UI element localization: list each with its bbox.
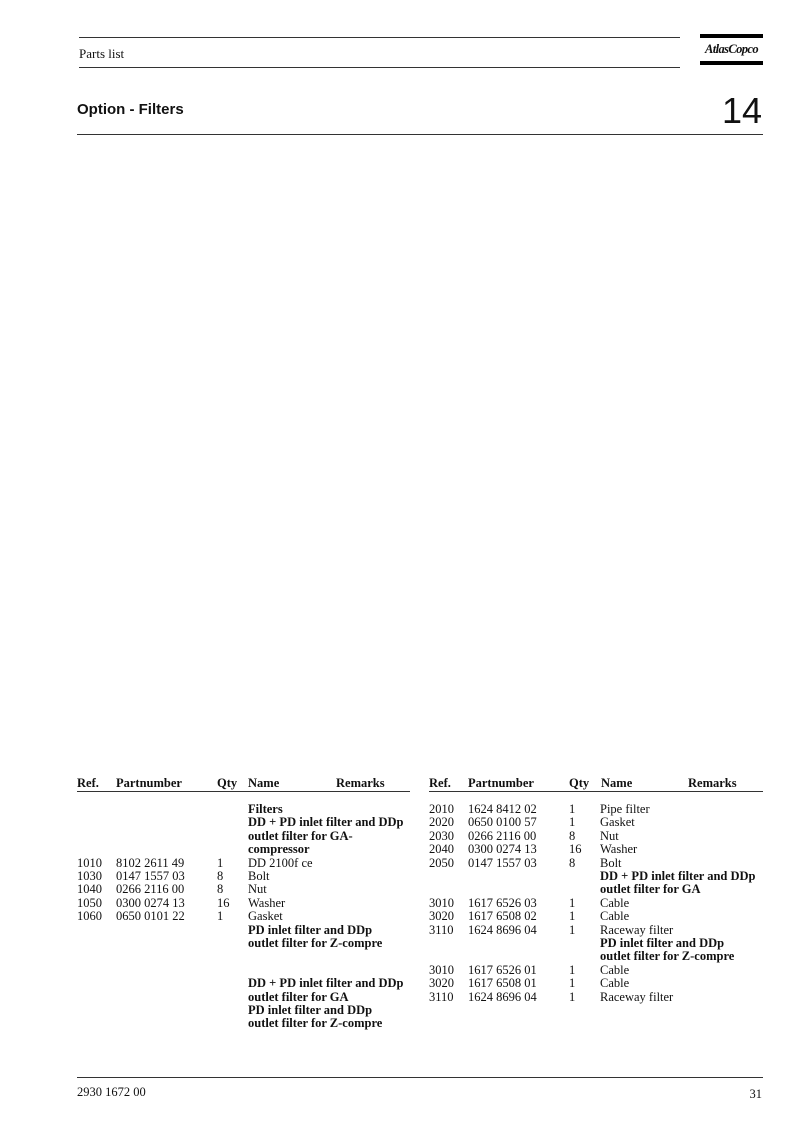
- footer-rule: [77, 1077, 763, 1078]
- col-ref: Ref.: [429, 776, 451, 790]
- name-cell: Cable: [600, 909, 630, 924]
- table-row: [429, 843, 769, 856]
- table-row: [429, 910, 769, 923]
- part-number-cell: 0650 0101 22: [116, 909, 185, 924]
- ref-cell: 1040: [77, 882, 102, 897]
- name-cell: Raceway filter: [600, 922, 674, 937]
- part-number-cell: 1624 8412 02: [468, 802, 537, 816]
- table-row: [77, 977, 417, 990]
- ref-cell: 1030: [77, 869, 102, 883]
- name-cell: Gasket: [248, 909, 283, 924]
- table-row: [77, 857, 417, 870]
- logo-bottom-bar: [700, 61, 763, 65]
- name-cell: Cable: [600, 895, 630, 910]
- table-row: [77, 910, 417, 923]
- col-name: Name: [601, 776, 633, 790]
- table-row: [77, 843, 417, 856]
- name-cell: Gasket: [600, 815, 635, 830]
- table-row: [77, 870, 417, 883]
- name-cell: compressor: [248, 842, 310, 857]
- qty-cell: 1: [569, 802, 576, 816]
- footer-doc-number: 2930 1672 00: [77, 1085, 146, 1099]
- col-remarks: Remarks: [688, 776, 737, 790]
- qty-cell: 8: [569, 855, 576, 870]
- ref-cell: 3010: [429, 962, 454, 977]
- section-rule: [77, 134, 763, 135]
- table-row: [429, 937, 769, 950]
- footer-page-number: 31: [749, 1087, 762, 1101]
- part-number-cell: 1624 8696 04: [468, 989, 537, 1004]
- atlas-copco-logo: [700, 34, 763, 66]
- table-row: [429, 897, 769, 910]
- logo-wordmark: AtlasCopco: [704, 42, 759, 56]
- table-row: [429, 816, 769, 829]
- name-cell: DD + PD inlet filter and DDp: [248, 976, 404, 991]
- table-row: [77, 950, 417, 963]
- table-row: [429, 950, 769, 963]
- right-header-rule: [429, 791, 763, 792]
- part-number-cell: 0300 0274 13: [116, 895, 185, 910]
- name-cell: outlet filter for Z-compre: [248, 936, 383, 950]
- table-row: [77, 897, 417, 910]
- part-number-cell: 1624 8696 04: [468, 922, 537, 937]
- name-cell: outlet filter for Z-compre: [248, 1016, 383, 1031]
- table-row: [77, 883, 417, 896]
- qty-cell: 1: [217, 909, 224, 924]
- qty-cell: 1: [217, 855, 224, 870]
- ref-cell: 1060: [77, 909, 102, 924]
- ref-cell: 3020: [429, 909, 454, 924]
- name-cell: outlet filter for Z-compre: [600, 949, 735, 964]
- header-top-rule: [79, 37, 680, 38]
- table-row: [429, 830, 769, 843]
- qty-cell: 16: [217, 895, 230, 910]
- col-qty: Qty: [569, 776, 590, 790]
- table-row: [429, 991, 769, 1004]
- name-cell: Nut: [248, 882, 267, 897]
- col-remarks: Remarks: [336, 776, 385, 790]
- table-row: [77, 803, 417, 816]
- name-cell: Washer: [248, 895, 286, 910]
- col-name: Name: [248, 776, 280, 790]
- name-cell: outlet filter for GA: [248, 989, 349, 1004]
- header-bottom-rule: [79, 67, 680, 68]
- table-row: [429, 924, 769, 937]
- name-cell: DD + PD inlet filter and DDp: [248, 815, 404, 830]
- part-number-cell: 1617 6526 03: [468, 895, 537, 910]
- qty-cell: 1: [569, 989, 576, 1004]
- table-row: [429, 857, 769, 870]
- col-ref: Ref.: [77, 776, 99, 790]
- ref-cell: 2010: [429, 802, 454, 816]
- table-row: [77, 1004, 417, 1017]
- part-number-cell: 0650 0100 57: [468, 815, 537, 830]
- section-number: 14: [721, 90, 762, 131]
- name-cell: Filters: [248, 802, 283, 816]
- table-row: [429, 964, 769, 977]
- name-cell: Nut: [600, 828, 619, 843]
- table-row: [77, 991, 417, 1004]
- part-number-cell: 1617 6508 01: [468, 976, 537, 991]
- qty-cell: 1: [569, 922, 576, 937]
- name-cell: DD 2100f ce: [248, 855, 313, 870]
- part-number-cell: 1617 6508 02: [468, 909, 537, 924]
- name-cell: Washer: [600, 842, 638, 857]
- qty-cell: 1: [569, 895, 576, 910]
- ref-cell: 3020: [429, 976, 454, 991]
- ref-cell: 2020: [429, 815, 454, 830]
- qty-cell: 1: [569, 976, 576, 991]
- name-cell: outlet filter for GA: [600, 882, 701, 897]
- logo-top-bar: [700, 34, 763, 38]
- header-label: Parts list: [79, 46, 125, 61]
- table-row: [77, 816, 417, 829]
- section-title: Option - Filters: [77, 101, 184, 118]
- part-number-cell: 0147 1557 03: [116, 869, 185, 883]
- ref-cell: 3010: [429, 895, 454, 910]
- qty-cell: 1: [569, 909, 576, 924]
- col-part-number: Partnumber: [116, 776, 182, 790]
- part-number-cell: 8102 2611 49: [116, 855, 185, 870]
- table-row: [77, 924, 417, 937]
- part-number-cell: 0266 2116 00: [468, 828, 537, 843]
- ref-cell: 1050: [77, 895, 102, 910]
- ref-cell: 3110: [429, 989, 454, 1004]
- name-cell: Cable: [600, 962, 630, 977]
- name-cell: PD inlet filter and DDp: [248, 922, 373, 937]
- table-row: [429, 803, 769, 816]
- table-row: [77, 830, 417, 843]
- name-cell: Cable: [600, 976, 630, 991]
- table-row: [77, 964, 417, 977]
- ref-cell: 3110: [429, 922, 454, 937]
- name-cell: PD inlet filter and DDp: [248, 1003, 373, 1017]
- name-cell: PD inlet filter and DDp: [600, 936, 725, 950]
- name-cell: Bolt: [248, 869, 270, 883]
- table-row: [77, 1017, 417, 1030]
- name-cell: Bolt: [600, 855, 622, 870]
- name-cell: Pipe filter: [600, 802, 650, 816]
- col-part-number: Partnumber: [468, 776, 534, 790]
- part-number-cell: 0300 0274 13: [468, 842, 537, 857]
- qty-cell: 1: [569, 815, 576, 830]
- left-header-rule: [77, 791, 410, 792]
- qty-cell: 8: [217, 869, 224, 883]
- part-number-cell: 1617 6526 01: [468, 962, 537, 977]
- name-cell: DD + PD inlet filter and DDp: [600, 869, 756, 883]
- qty-cell: 16: [569, 842, 582, 857]
- qty-cell: 8: [569, 828, 576, 843]
- name-cell: outlet filter for GA-: [248, 828, 353, 843]
- table-row: [429, 870, 769, 883]
- part-number-cell: 0147 1557 03: [468, 855, 537, 870]
- table-row: [429, 883, 769, 896]
- ref-cell: 1010: [77, 855, 102, 870]
- part-number-cell: 0266 2116 00: [116, 882, 185, 897]
- name-cell: Raceway filter: [600, 989, 674, 1004]
- table-row: [77, 937, 417, 950]
- qty-cell: 1: [569, 962, 576, 977]
- col-qty: Qty: [217, 776, 238, 790]
- qty-cell: 8: [217, 882, 224, 897]
- ref-cell: 2040: [429, 842, 454, 857]
- ref-cell: 2050: [429, 855, 454, 870]
- table-row: [429, 977, 769, 990]
- ref-cell: 2030: [429, 828, 454, 843]
